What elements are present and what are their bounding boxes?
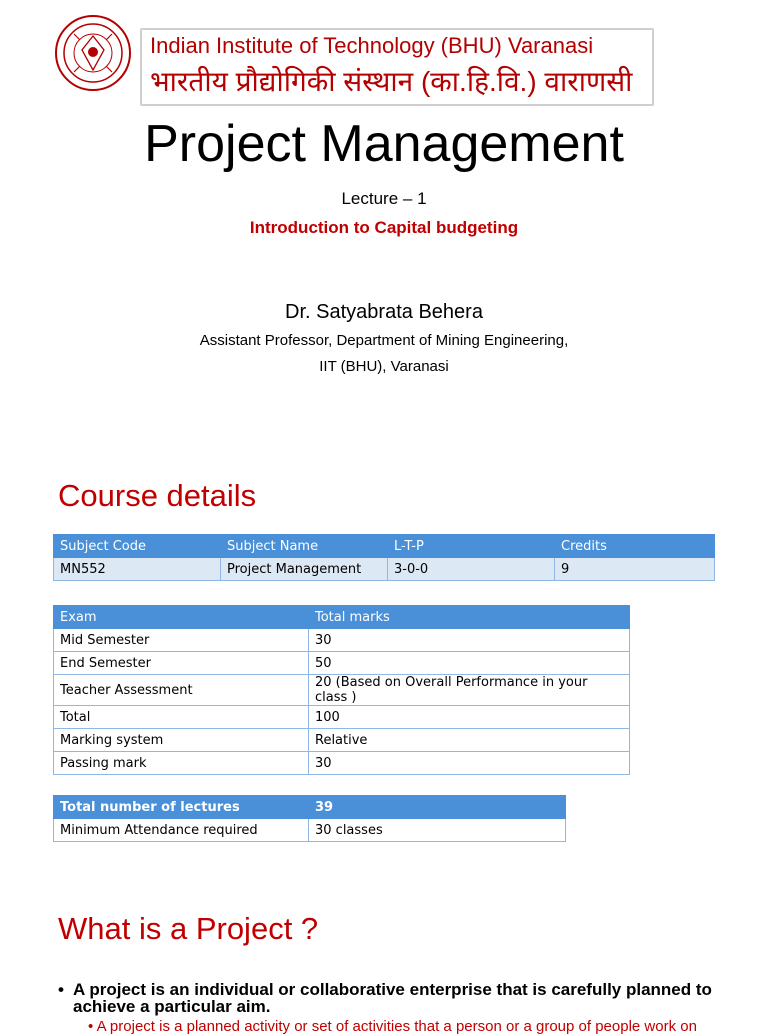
lectures-table [53, 795, 566, 842]
table-row [54, 629, 630, 652]
table-cell: 50 [309, 652, 630, 675]
table-cell: MN552 [54, 558, 221, 581]
lectures-table-header: 39 [309, 796, 566, 819]
institute-banner [140, 28, 654, 106]
table-cell: 9 [555, 558, 715, 581]
table-row [54, 558, 715, 581]
subject-table-header: Subject Name [221, 535, 388, 558]
table-row [54, 729, 630, 752]
institute-logo [54, 14, 132, 92]
table-cell: Mid Semester [54, 629, 309, 652]
sub-bullet-item: • A project is a planned activity or set of activities that a person or a group of people work on [88, 1018, 697, 1035]
project-heading: What is a Project ? [58, 911, 319, 946]
author-name: Dr. Satyabrata Behera [285, 301, 483, 323]
subject-table-header: L-T-P [388, 535, 555, 558]
table-cell: 3-0-0 [388, 558, 555, 581]
lectures-table-header: Total number of lectures [54, 796, 309, 819]
table-row [54, 752, 630, 775]
bullet-item [58, 981, 748, 1015]
marks-table [53, 605, 630, 775]
table-row [54, 675, 630, 706]
lecture-number: Lecture – 1 [341, 189, 427, 208]
page-title: Project Management [144, 115, 624, 173]
subject-table-header: Subject Code [54, 535, 221, 558]
project-definition-slide [0, 885, 768, 1035]
course-details-heading: Course details [58, 478, 257, 513]
subject-table [53, 534, 715, 581]
table-cell: 30 [309, 629, 630, 652]
title-slide [0, 0, 768, 440]
table-cell: Passing mark [54, 752, 309, 775]
author-affiliation-line1: Assistant Professor, Department of Mining Engineering, [199, 332, 569, 349]
lecture-subtitle: Introduction to Capital budgeting [249, 218, 519, 237]
bullet-text: A project is an individual or collaborative enterprise that is carefully planned to achieve a particular aim. [73, 980, 712, 1016]
bullet-marker: • [58, 980, 64, 999]
table-cell: 100 [309, 706, 630, 729]
table-cell: Marking system [54, 729, 309, 752]
table-cell: 20 (Based on Overall Performance in your class ) [309, 675, 630, 706]
course-details-slide [0, 460, 768, 870]
table-cell: Minimum Attendance required [54, 819, 309, 842]
table-cell: Project Management [221, 558, 388, 581]
table-row [54, 652, 630, 675]
institute-name-english: Indian Institute of Technology (BHU) Varanasi [150, 33, 594, 58]
table-row [54, 706, 630, 729]
author-affiliation-line2: IIT (BHU), Varanasi [319, 358, 449, 375]
table-cell: 30 classes [309, 819, 566, 842]
table-cell: Total [54, 706, 309, 729]
marks-table-header: Exam [54, 606, 309, 629]
marks-table-header: Total marks [309, 606, 630, 629]
table-cell: Teacher Assessment [54, 675, 309, 706]
subject-table-header: Credits [555, 535, 715, 558]
table-row [54, 819, 566, 842]
institute-name-hindi: भारतीय प्रौद्योगिकी संस्थान (का.हि.वि.) वाराणसी [150, 66, 633, 97]
table-cell: 30 [309, 752, 630, 775]
table-cell: Relative [309, 729, 630, 752]
table-cell: End Semester [54, 652, 309, 675]
